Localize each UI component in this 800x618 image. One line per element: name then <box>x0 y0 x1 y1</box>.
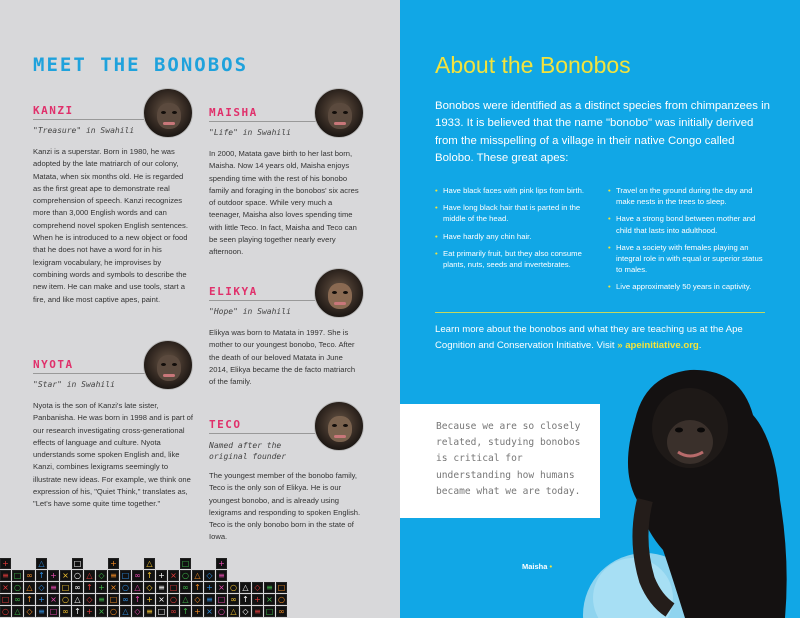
profile-meaning: "Treasure" in Swahili <box>33 126 135 135</box>
photo-caption <box>522 562 552 571</box>
lexigram-cell: + <box>252 594 263 605</box>
lexigram-cell: ≡ <box>0 570 11 581</box>
lexigram-cell: ○ <box>168 594 179 605</box>
lexigram-cell: ◇ <box>204 570 215 581</box>
elikya-photo <box>314 268 364 318</box>
lexigram-cell: ◇ <box>192 594 203 605</box>
profile-bio: In 2000, Matata gave birth to her last born, Maisha. Now 14 years old, Maisha enjoys spending time with the rest of his bonobo family and foraging in the bonobos' six acres of outdoor space. While very much a teenager, Maisha also loves spending time with little Teco. In fact, Maisha and Teco can be seen playing together nearly every afternoon. <box>209 149 359 257</box>
facts-list-right <box>608 185 770 299</box>
lexigram-cell: □ <box>73 559 82 568</box>
lexigram-cell: + <box>48 570 59 581</box>
lexigram-cell: + <box>96 582 107 593</box>
lexigram-cell: ≡ <box>216 570 227 581</box>
divider-line <box>209 121 321 122</box>
teco-photo <box>314 401 364 451</box>
lexigram-cell: ↑ <box>240 594 251 605</box>
caption-mark: • <box>549 562 553 571</box>
profile-name: NYOTA <box>33 358 74 371</box>
lexigram-cell: △ <box>228 606 239 617</box>
about-title: About the Bonobos <box>435 52 631 78</box>
learn-more-body: Learn more about the bonobos and what they are teaching us at the Ape Cognition and Conservation Initiative. Visit <box>435 324 743 352</box>
learn-more-end: . <box>698 340 702 352</box>
divider-line <box>33 119 145 120</box>
lexigram-cell: × <box>60 570 71 581</box>
lexigram-cell: □ <box>181 559 190 568</box>
divider-line <box>209 300 321 301</box>
website-link[interactable]: » apeinitiative.org <box>617 340 699 352</box>
lexigram-cell: × <box>264 594 275 605</box>
lexigram-cell: ○ <box>216 606 227 617</box>
lexigram-cell: ≡ <box>264 582 275 593</box>
lexigram-cell: △ <box>12 606 23 617</box>
profile-bio: Elikya was born to Matata in 1997. She is mother to our youngest bonobo, Teco. After the death of our beloved Matata in June 2014, Elikya became the de facto matriarch of the family. <box>209 328 356 387</box>
lexigram-cell: ≡ <box>144 606 155 617</box>
lexigram-cell: ≡ <box>156 582 167 593</box>
lexigram-cell: ∞ <box>72 582 83 593</box>
lexigram-cell: △ <box>36 558 47 569</box>
divider-line <box>435 312 765 313</box>
lexigram-cell: △ <box>24 582 35 593</box>
lexigram-cell: ◇ <box>84 594 95 605</box>
lexigram-cell: ∞ <box>276 606 287 617</box>
lexigram-cell: × <box>204 606 215 617</box>
lexigram-cell: ○ <box>60 594 71 605</box>
fact-item: • Have a society with females playing an integral role in with equal or superior status to males. <box>608 242 770 276</box>
profile-meaning: "Star" in Swahili <box>33 380 115 389</box>
lexigram-cell: ◇ <box>252 582 263 593</box>
lexigram-cell: ○ <box>108 606 119 617</box>
lexigram-cell: ○ <box>228 582 239 593</box>
lexigram-cell: △ <box>84 570 95 581</box>
lexigram-cell: □ <box>109 595 118 604</box>
lexigram-cell: ↑ <box>36 570 47 581</box>
lexigram-cell: ○ <box>12 582 23 593</box>
profile-bio: Kanzi is a superstar. Born in 1980, he was adopted by the late matriarch of our colony, Matata, when six months old. He is regarded as the first great ape to demonstrate real comprehension of speech. Kanzi recognizes more than 3,000 English words and can comprehend novel spoken English sentences. When he is introduced to a new object or food that he does not have a word for in his lexigram vocabulary, he improvises by combining words and symbols to describe the new item. He can make and use tools, start a fire, and like most captive apes, paint. <box>33 147 188 304</box>
lexigram-cell: + <box>108 558 119 569</box>
divider-line <box>209 433 321 434</box>
lexigram-cell: ◇ <box>36 582 47 593</box>
fact-item: • Live approximately 50 years in captivity. <box>608 281 770 292</box>
lexigram-cell: ∞ <box>60 606 71 617</box>
lexigram-cell: △ <box>144 558 155 569</box>
profile-meaning: "Hope" in Swahili <box>209 307 291 316</box>
profile-name: KANZI <box>33 104 74 117</box>
lexigram-cell: ∞ <box>168 606 179 617</box>
lexigram-cell: □ <box>265 607 274 616</box>
lexigram-cell: + <box>144 594 155 605</box>
lexigram-cell: △ <box>132 582 143 593</box>
lexigram-cell: □ <box>13 571 22 580</box>
kanzi-photo <box>143 88 193 138</box>
nyota-photo <box>143 340 193 390</box>
profile-name: MAISHA <box>209 106 258 119</box>
lexigram-cell: + <box>216 558 227 569</box>
lexigram-cell: ◇ <box>132 606 143 617</box>
lexigram-cell: □ <box>49 607 58 616</box>
lexigram-cell: + <box>204 582 215 593</box>
fact-item: • Travel on the ground during the day and make nests in the trees to sleep. <box>608 185 770 207</box>
lexigram-cell: ↑ <box>144 570 155 581</box>
lexigram-cell: △ <box>192 570 203 581</box>
lexigram-cell: ○ <box>276 594 287 605</box>
lexigram-cell: △ <box>72 594 83 605</box>
lexigram-cell: ○ <box>180 570 191 581</box>
maisha-photo <box>314 88 364 138</box>
lexigram-cell: ∞ <box>120 594 131 605</box>
lexigram-cell: □ <box>277 583 286 592</box>
lexigram-cell: ∞ <box>180 582 191 593</box>
fact-item: • Have hardly any chin hair. <box>435 231 595 242</box>
lexigram-cell: × <box>216 582 227 593</box>
profile-meaning: "Life" in Swahili <box>209 128 291 137</box>
lexigram-cell: ◇ <box>96 570 107 581</box>
bonobo-photo <box>575 360 800 618</box>
pull-quote: Because we are so closely related, studying bonobos is critical for understanding how humans became what we are today. <box>436 421 581 497</box>
about-intro: Bonobos were identified as a distinct species from chimpanzees in 1933. It is believed that the name "bonobo" was initially derived from the misspelling of a village in their native Congo called Bolobo. These great apes: <box>435 100 770 165</box>
page-title: MEET THE BONOBOS <box>33 54 249 76</box>
lexigram-cell: ∞ <box>228 594 239 605</box>
profile-name: TECO <box>209 418 242 431</box>
lexigram-cell: + <box>156 570 167 581</box>
lexigram-cell: △ <box>120 606 131 617</box>
lexigram-cell: ↑ <box>180 606 191 617</box>
lexigram-cell: ≡ <box>36 606 47 617</box>
lexigram-cell: + <box>0 558 11 569</box>
lexigram-cell: ↑ <box>132 594 143 605</box>
lexigram-cell: □ <box>61 583 70 592</box>
facts-list-left <box>435 185 595 276</box>
lexigram-cell: ↑ <box>192 582 203 593</box>
lexigram-cell: ↑ <box>84 582 95 593</box>
lexigram-cell: ↑ <box>72 606 83 617</box>
learn-more-text <box>435 322 775 355</box>
lexigram-cell: ∞ <box>24 570 35 581</box>
lexigram-cell: ○ <box>0 606 11 617</box>
profile-name: ELIKYA <box>209 285 258 298</box>
lexigram-cell: + <box>192 606 203 617</box>
lexigram-cell: × <box>48 594 59 605</box>
caption-text: Maisha <box>522 562 548 571</box>
lexigram-cell: ○ <box>120 582 131 593</box>
divider-line <box>33 373 145 374</box>
lexigram-cell: ≡ <box>96 594 107 605</box>
lexigram-cell: ↑ <box>24 594 35 605</box>
lexigram-cell: ≡ <box>48 582 59 593</box>
lexigram-cell: □ <box>169 583 178 592</box>
lexigram-cell: × <box>108 582 119 593</box>
profile-bio: The youngest member of the bonobo family, Teco is the only son of Elikya. He is our youngest bonobo, and is already using lexigrams and responding to spoken English. Teco is the only bonobo born in the state of Iowa. <box>209 471 361 542</box>
lexigram-cell: ◇ <box>144 582 155 593</box>
lexigram-cell: ≡ <box>108 570 119 581</box>
lexigram-cell: ◇ <box>24 606 35 617</box>
lexigram-cell: □ <box>121 571 130 580</box>
fact-item: • Have long black hair that is parted in the middle of the head. <box>435 202 595 224</box>
lexigram-cell: × <box>168 570 179 581</box>
lexigram-cell: ≡ <box>204 594 215 605</box>
lexigram-cell: + <box>36 594 47 605</box>
lexigram-cell: △ <box>240 582 251 593</box>
lexigram-cell: × <box>96 606 107 617</box>
lexigram-cell: △ <box>180 594 191 605</box>
fact-item: • Have a strong bond between mother and child that lasts into adulthood. <box>608 213 770 235</box>
lexigram-cell: ○ <box>72 570 83 581</box>
fact-item: • Eat primarily fruit, but they also consume plants, nuts, seeds and invertebrates. <box>435 248 595 270</box>
lexigram-cell: □ <box>157 607 166 616</box>
lexigram-cell: ∞ <box>132 570 143 581</box>
profile-bio: Nyota is the son of Kanzi's late sister, Panbanisha. He was born in 1998 and is part of our research investigating cross-generational effects of language and culture. Nyota understands some spoken English and, like Kanzi, combines lexigrams seemingly to illustrate new ideas. For example, we think one expression of his, "Quiet Think," translates as, "Let's have some quite time together." <box>33 401 193 509</box>
lexigram-cell: ∞ <box>12 594 23 605</box>
lexigram-board-graphic <box>0 552 290 618</box>
lexigram-cell: □ <box>217 595 226 604</box>
lexigram-cell: ◇ <box>240 606 251 617</box>
fact-item: • Have black faces with pink lips from birth. <box>435 185 595 196</box>
profile-meaning: Named after the original founder <box>209 441 287 461</box>
lexigram-cell: + <box>84 606 95 617</box>
lexigram-cell: □ <box>1 595 10 604</box>
lexigram-cell: ≡ <box>252 606 263 617</box>
lexigram-cell: × <box>156 594 167 605</box>
lexigram-cell: × <box>0 582 11 593</box>
